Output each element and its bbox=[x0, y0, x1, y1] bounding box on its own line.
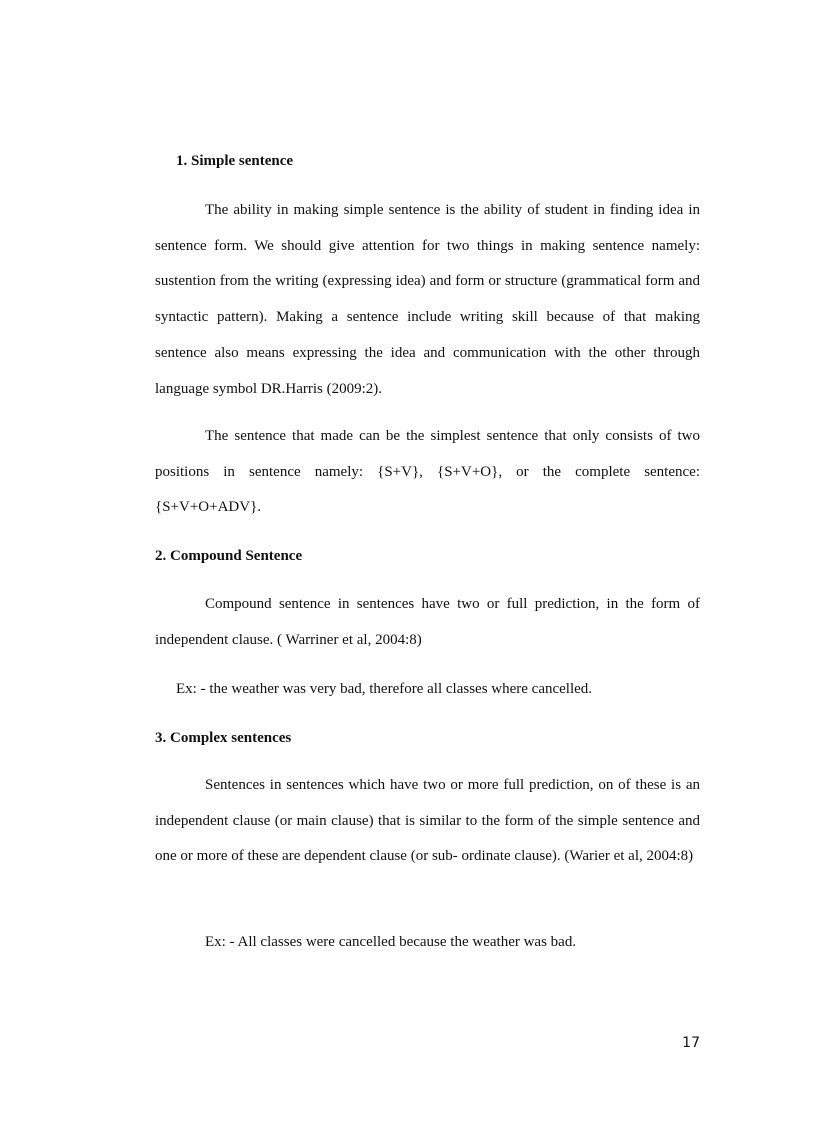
section-heading-simple-sentence: 1. Simple sentence bbox=[176, 153, 294, 169]
example-complex-sentences: Ex: - All classes were cancelled because the weather was bad. bbox=[205, 934, 577, 950]
paragraph-complex-sentences: Sentences in sentences which have two or more full prediction, on of these is an independent clause (or main clause) that is similar to the form of the simple sentence and one or more of these are dependent clause (or sub- ordinate clause). (Warier et al, 2004:8) bbox=[155, 777, 700, 865]
section-heading-compound-sentence: 2. Compound Sentence bbox=[155, 548, 303, 564]
example-compound-sentence: Ex: - the weather was very bad, therefore all classes where cancelled. bbox=[176, 681, 593, 697]
section-heading-complex-sentences: 3. Complex sentences bbox=[155, 730, 292, 746]
paragraph-simple-sentence-1: The ability in making simple sentence is the ability of student in finding idea in sentence form. We should give attention for two things in making sentence namely: sustention from the writing (expressing idea) and form or structure (grammatical form and syntactic pattern). Making a sentence include writing skill because of that making sentence also means expressing the idea and communication with the other through language symbol DR.Harris (2009:2). bbox=[155, 202, 700, 397]
paragraph-simple-sentence-2: The sentence that made can be the simplest sentence that only consists of two positions in sentence namely: {S+V}, {S+V+O}, or the complete sentence: {S+V+O+ADV}. bbox=[155, 428, 700, 516]
paragraph-compound-sentence: Compound sentence in sentences have two or full prediction, in the form of independent clause. ( Warriner et al, 2004:8) bbox=[155, 596, 700, 648]
page-number: 17 bbox=[682, 1035, 700, 1051]
